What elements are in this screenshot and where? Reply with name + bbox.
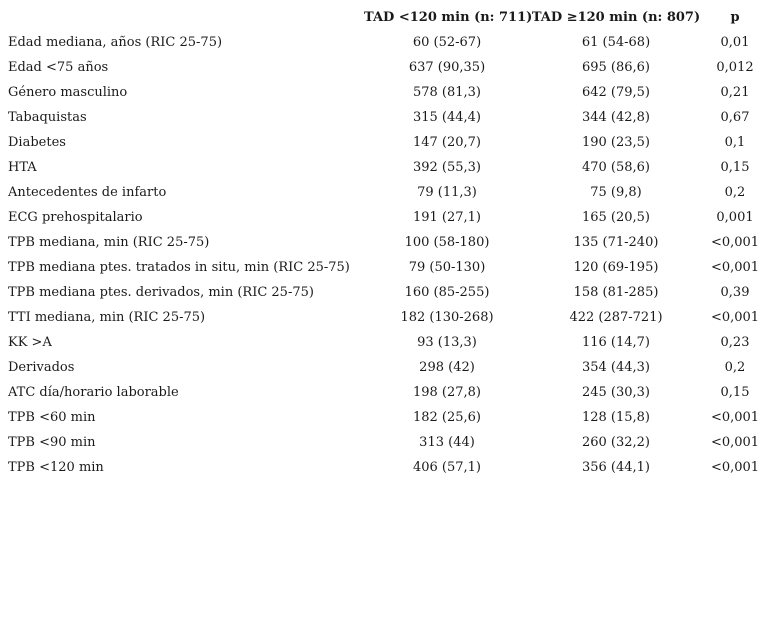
p-value: <0,001 (710, 235, 760, 250)
row-label: Diabetes (8, 135, 66, 150)
table-row (0, 230, 768, 255)
table-row (0, 305, 768, 330)
row-label: TPB <60 min (8, 410, 96, 425)
header-p-value: p (730, 10, 740, 25)
p-value: 0,01 (720, 35, 750, 50)
tad-under-120-value: 60 (52-67) (412, 35, 482, 50)
table-row (0, 280, 768, 305)
tad-under-120-value: 315 (44,4) (412, 110, 482, 125)
p-value: 0,21 (720, 85, 750, 100)
tad-under-120-value: 160 (85-255) (404, 285, 490, 300)
tad-over-120-value: 135 (71-240) (573, 235, 659, 250)
p-value: 0,2 (724, 360, 746, 375)
table-row (0, 455, 768, 480)
p-value: 0,39 (720, 285, 750, 300)
row-label: KK >A (8, 335, 52, 350)
row-label: TPB <90 min (8, 435, 96, 450)
row-label: TPB mediana ptes. tratados in situ, min (RIC 25-75) (8, 260, 350, 275)
tad-over-120-value: 422 (287-721) (569, 310, 663, 325)
p-value: <0,001 (710, 460, 760, 475)
tad-under-120-value: 313 (44) (419, 435, 475, 450)
row-label: Tabaquistas (8, 110, 87, 125)
tad-over-120-value: 61 (54-68) (581, 35, 651, 50)
row-label: HTA (8, 160, 37, 175)
p-value: 0,23 (720, 335, 750, 350)
table-row (0, 105, 768, 130)
p-value: 0,1 (724, 135, 746, 150)
tad-over-120-value: 165 (20,5) (581, 210, 651, 225)
tad-over-120-value: 260 (32,2) (581, 435, 651, 450)
row-label: ATC día/horario laborable (8, 385, 179, 400)
tad-under-120-value: 298 (42) (419, 360, 475, 375)
tad-under-120-value: 637 (90,35) (408, 60, 486, 75)
tad-over-120-value: 245 (30,3) (581, 385, 651, 400)
p-value: 0,15 (720, 385, 750, 400)
table-row (0, 180, 768, 205)
tad-under-120-value: 182 (130-268) (400, 310, 494, 325)
row-label: Edad <75 años (8, 60, 109, 75)
row-label: TTI mediana, min (RIC 25-75) (8, 310, 206, 325)
tad-over-120-value: 470 (58,6) (581, 160, 651, 175)
data-table (0, 5, 768, 480)
header-label-column (0, 5, 364, 30)
p-value: 0,2 (724, 185, 746, 200)
tad-under-120-value: 182 (25,6) (412, 410, 482, 425)
p-value: 0,012 (716, 60, 754, 75)
row-label: TPB <120 min (8, 460, 104, 475)
table-row (0, 55, 768, 80)
table-row (0, 255, 768, 280)
table-row (0, 130, 768, 155)
table-row (0, 205, 768, 230)
tad-under-120-value: 79 (50-130) (408, 260, 486, 275)
tad-over-120-value: 116 (14,7) (581, 335, 651, 350)
table-body (0, 30, 768, 480)
row-label: TPB mediana ptes. derivados, min (RIC 25-75) (8, 285, 314, 300)
tad-under-120-value: 93 (13,3) (417, 335, 477, 350)
tad-over-120-value: 128 (15,8) (581, 410, 651, 425)
tad-over-120-value: 75 (9,8) (590, 185, 642, 200)
table-row (0, 330, 768, 355)
tad-under-120-value: 79 (11,3) (417, 185, 477, 200)
table-row (0, 380, 768, 405)
tad-under-120-value: 406 (57,1) (412, 460, 482, 475)
table-row (0, 80, 768, 105)
row-label: Antecedentes de infarto (8, 185, 167, 200)
table-header (0, 5, 768, 30)
row-label: TPB mediana, min (RIC 25-75) (8, 235, 210, 250)
p-value: <0,001 (710, 435, 760, 450)
row-label: Género masculino (8, 85, 128, 100)
p-value: <0,001 (710, 310, 760, 325)
tad-under-120-value: 392 (55,3) (412, 160, 482, 175)
tad-over-120-value: 695 (86,6) (581, 60, 651, 75)
tad-over-120-value: 642 (79,5) (581, 85, 651, 100)
tad-over-120-value: 354 (44,3) (581, 360, 651, 375)
header-tad-under-120: TAD <120 min (n: 711) (364, 10, 533, 25)
row-label: Derivados (8, 360, 75, 375)
row-label: ECG prehospitalario (8, 210, 143, 225)
table-row (0, 30, 768, 55)
row-label: Edad mediana, años (RIC 25-75) (8, 35, 223, 50)
table-row (0, 355, 768, 380)
p-value: 0,15 (720, 160, 750, 175)
tad-over-120-value: 190 (23,5) (581, 135, 651, 150)
tad-under-120-value: 100 (58-180) (404, 235, 490, 250)
tad-under-120-value: 147 (20,7) (412, 135, 482, 150)
p-value: <0,001 (710, 410, 760, 425)
tad-under-120-value: 578 (81,3) (412, 85, 482, 100)
tad-over-120-value: 356 (44,1) (581, 460, 651, 475)
header-tad-over-120: TAD ≥120 min (n: 807) (531, 10, 701, 25)
table-row (0, 155, 768, 180)
tad-over-120-value: 344 (42,8) (581, 110, 651, 125)
p-value: 0,001 (716, 210, 754, 225)
header-row (0, 5, 768, 30)
tad-under-120-value: 191 (27,1) (412, 210, 482, 225)
tad-over-120-value: 158 (81-285) (573, 285, 659, 300)
table-row (0, 405, 768, 430)
table-row (0, 430, 768, 455)
p-value: <0,001 (710, 260, 760, 275)
tad-under-120-value: 198 (27,8) (412, 385, 482, 400)
tad-over-120-value: 120 (69-195) (573, 260, 659, 275)
p-value: 0,67 (720, 110, 750, 125)
